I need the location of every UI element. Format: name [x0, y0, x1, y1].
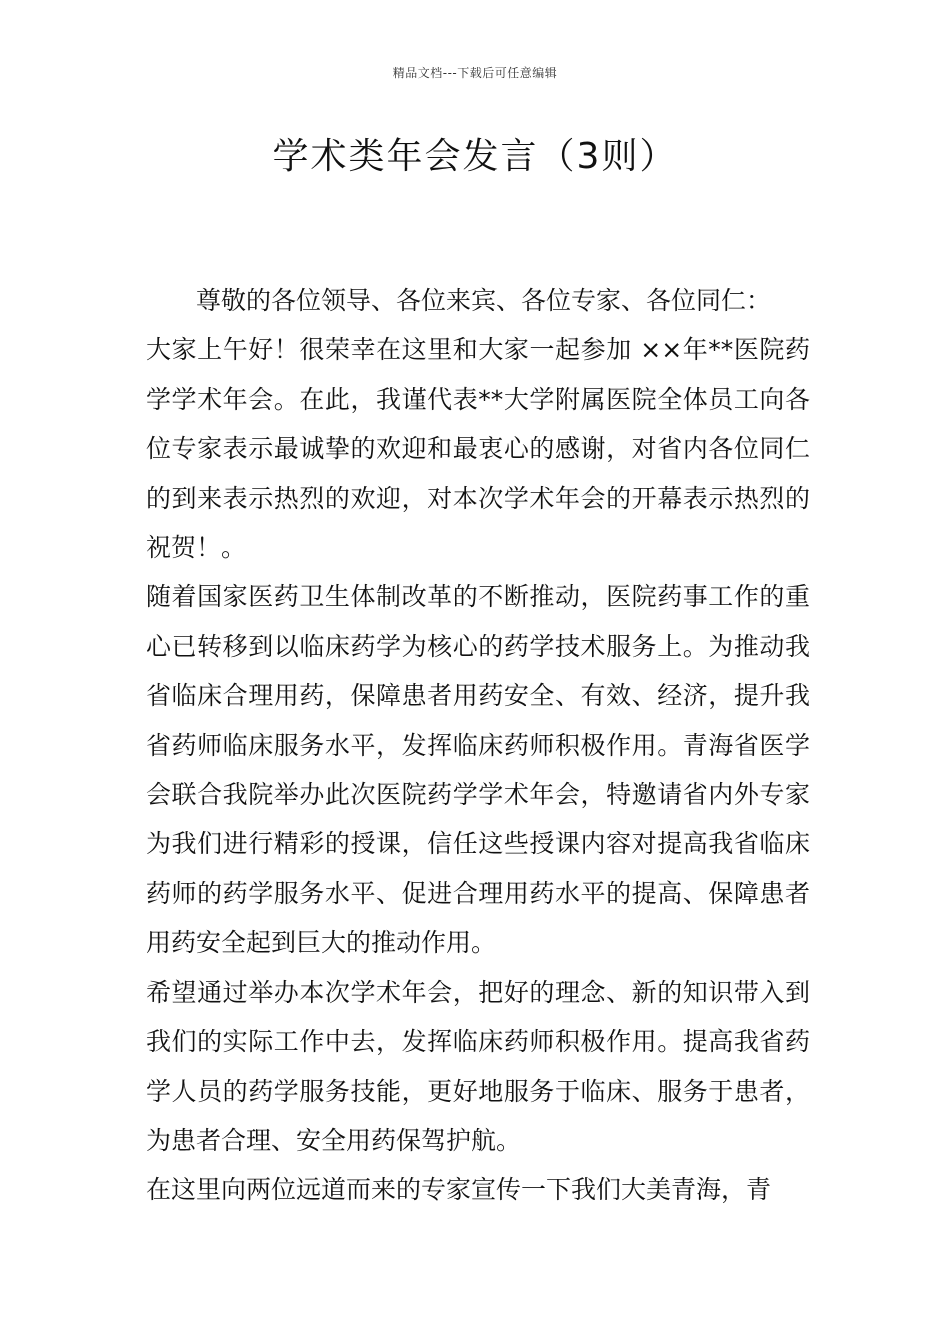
paragraph-reform: 随着国家医药卫生体制改革的不断推动，医院药事工作的重心已转移到以临床药学为核心的药学技术服务上。为推动我省临床合理用药，保障患者用药安全、有效、经济，提升我省药师临床服务水平，发挥临床药师积极作用。青海省医学会联合我院举办此次医院药学学术年会，特邀请省内外专家为我们进行精彩的授课，信任这些授课内容对提高我省临床药师的药学服务水平、促进合理用药水平的提高、保障患者用药安全起到巨大的推动作用。 [146, 582, 810, 958]
document-title: 学术类年会发言（3则） [272, 136, 678, 177]
paragraph-qinghai: 在这里向两位远道而来的专家宣传一下我们大美青海，青 [146, 1175, 772, 1205]
paragraph-opening: 大家上午好！很荣幸在这里和大家一起参加 ××年**医院药学学术年会。在此，我谨代表**大学附属医院全体员工向各位专家表示最诚挚的欢迎和最衷心的感谢，对省内各位同仁的到来表示热烈的欢迎，对本次学术年会的开幕表示热烈的祝贺！。 [146, 335, 810, 563]
document-body [146, 276, 810, 1215]
header-note: 精品文档---下载后可任意编辑 [392, 66, 558, 80]
salutation: 尊敬的各位领导、各位来宾、各位专家、各位同仁： [196, 286, 772, 315]
paragraph-hope: 希望通过举办本次学术年会，把好的理念、新的知识带入到我们的实际工作中去，发挥临床药师积极作用。提高我省药学人员的药学服务技能，更好地服务于临床、服务于患者，为患者合理、安全用药保驾护航。 [146, 977, 810, 1155]
